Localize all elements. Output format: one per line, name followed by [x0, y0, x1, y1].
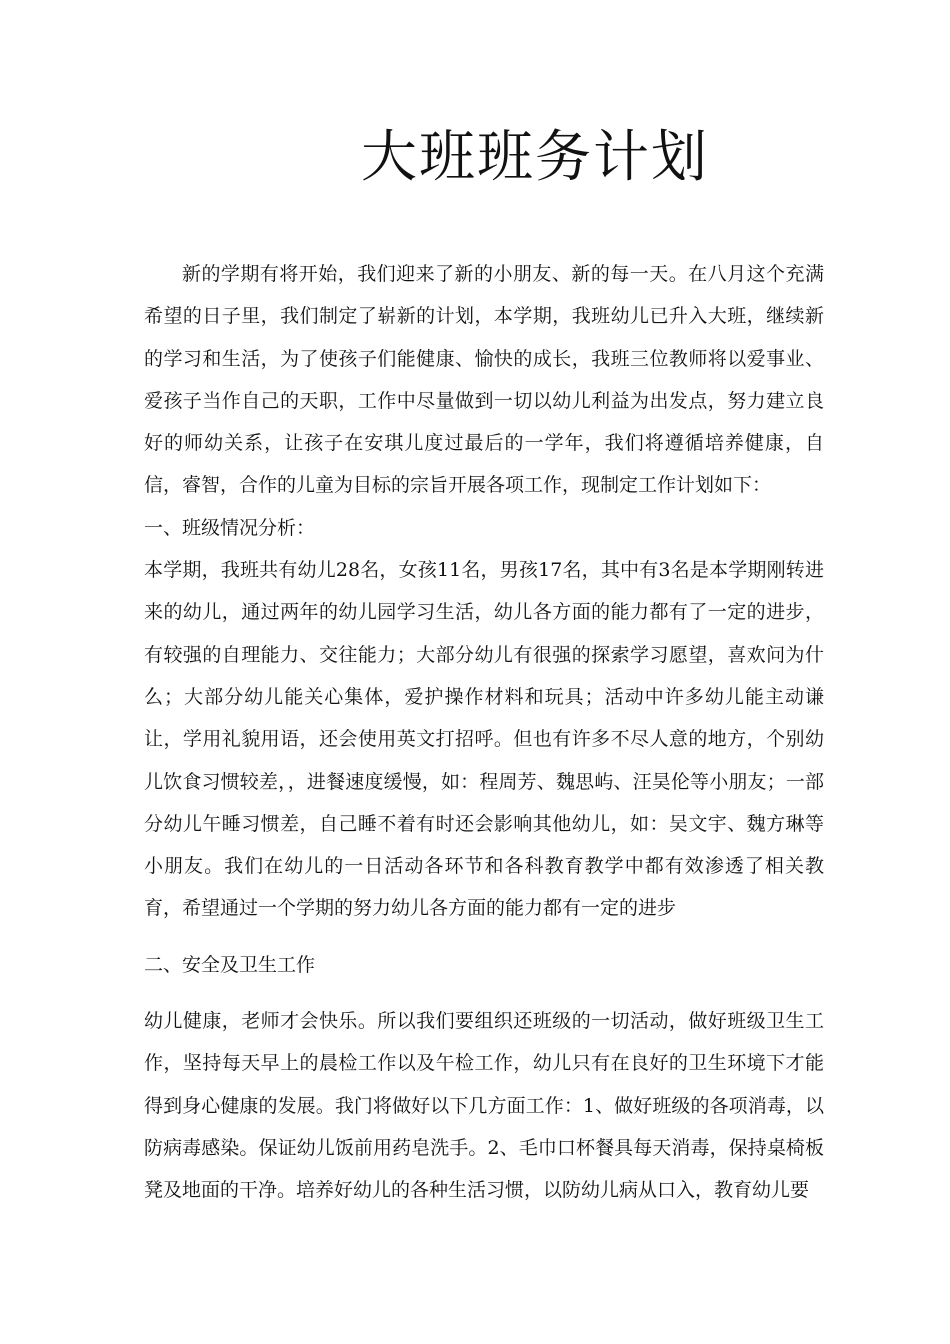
intro-paragraph: 新的学期有将开始，我们迎来了新的小朋友、新的每一天。在八月这个充满希望的日子里，我们制定了崭新的计划，本学期，我班幼儿已升入大班，继续新的学习和生活，为了使孩子们能健康、愉快的成长，我班三位教师将以爱事业、爱孩子当作自己的天职，工作中尽量做到一切以幼儿利益为出发点，努力建立良好的师幼关系，让孩子在安琪儿度过最后的一学年，我们将遵循培养健康，自信，睿智，合作的儿童为目标的宗旨开展各项工作，现制定工作计划如下： — [144, 263, 824, 497]
section-heading-safety-hygiene: 二、安全及卫生工作 — [144, 953, 316, 976]
document-title: 大班班务计划 — [361, 125, 709, 190]
section-heading-class-analysis: 一、班级情况分析： — [144, 516, 316, 539]
safety-hygiene-paragraph: 幼儿健康，老师才会快乐。所以我们要组织还班级的一切活动，做好班级卫生工作，坚持每天早上的晨检工作以及午检工作，幼儿只有在良好的卫生环境下才能得到身心健康的发展。我门将做好以下几方面工作：1、做好班级的各项消毒，以防病毒感染。保证幼儿饭前用药皂洗手。2、毛巾口杯餐具每天消毒，保持桌椅板凳及地面的干净。培养好幼儿的各种生活习惯，以防幼儿病从口入，教育幼儿要 — [144, 1010, 824, 1202]
document-body — [144, 253, 824, 1212]
class-analysis-paragraph: 本学期，我班共有幼儿28名，女孩11名，男孩17名，其中有3名是本学期刚转进来的幼儿，通过两年的幼儿园学习生活，幼儿各方面的能力都有了一定的进步，有较强的自理能力、交往能力；大部分幼儿有很强的探索学习愿望，喜欢问为什么；大部分幼儿能关心集体，爱护操作材料和玩具；活动中许多幼儿能主动谦让，学用礼貌用语，还会使用英文打招呼。但也有许多不尽人意的地方，个别幼儿饮食习惯较差，，进餐速度缓慢，如：程周芳、魏思屿、汪昊伦等小朋友；一部分幼儿午睡习惯差，自己睡不着有时还会影响其他幼儿，如：吴文宇、魏方琳等小朋友。我们在幼儿的一日活动各环节和各科教育教学中都有效渗透了相关教育，希望通过一个学期的努力幼儿各方面的能力都有一定的进步 — [144, 559, 824, 920]
